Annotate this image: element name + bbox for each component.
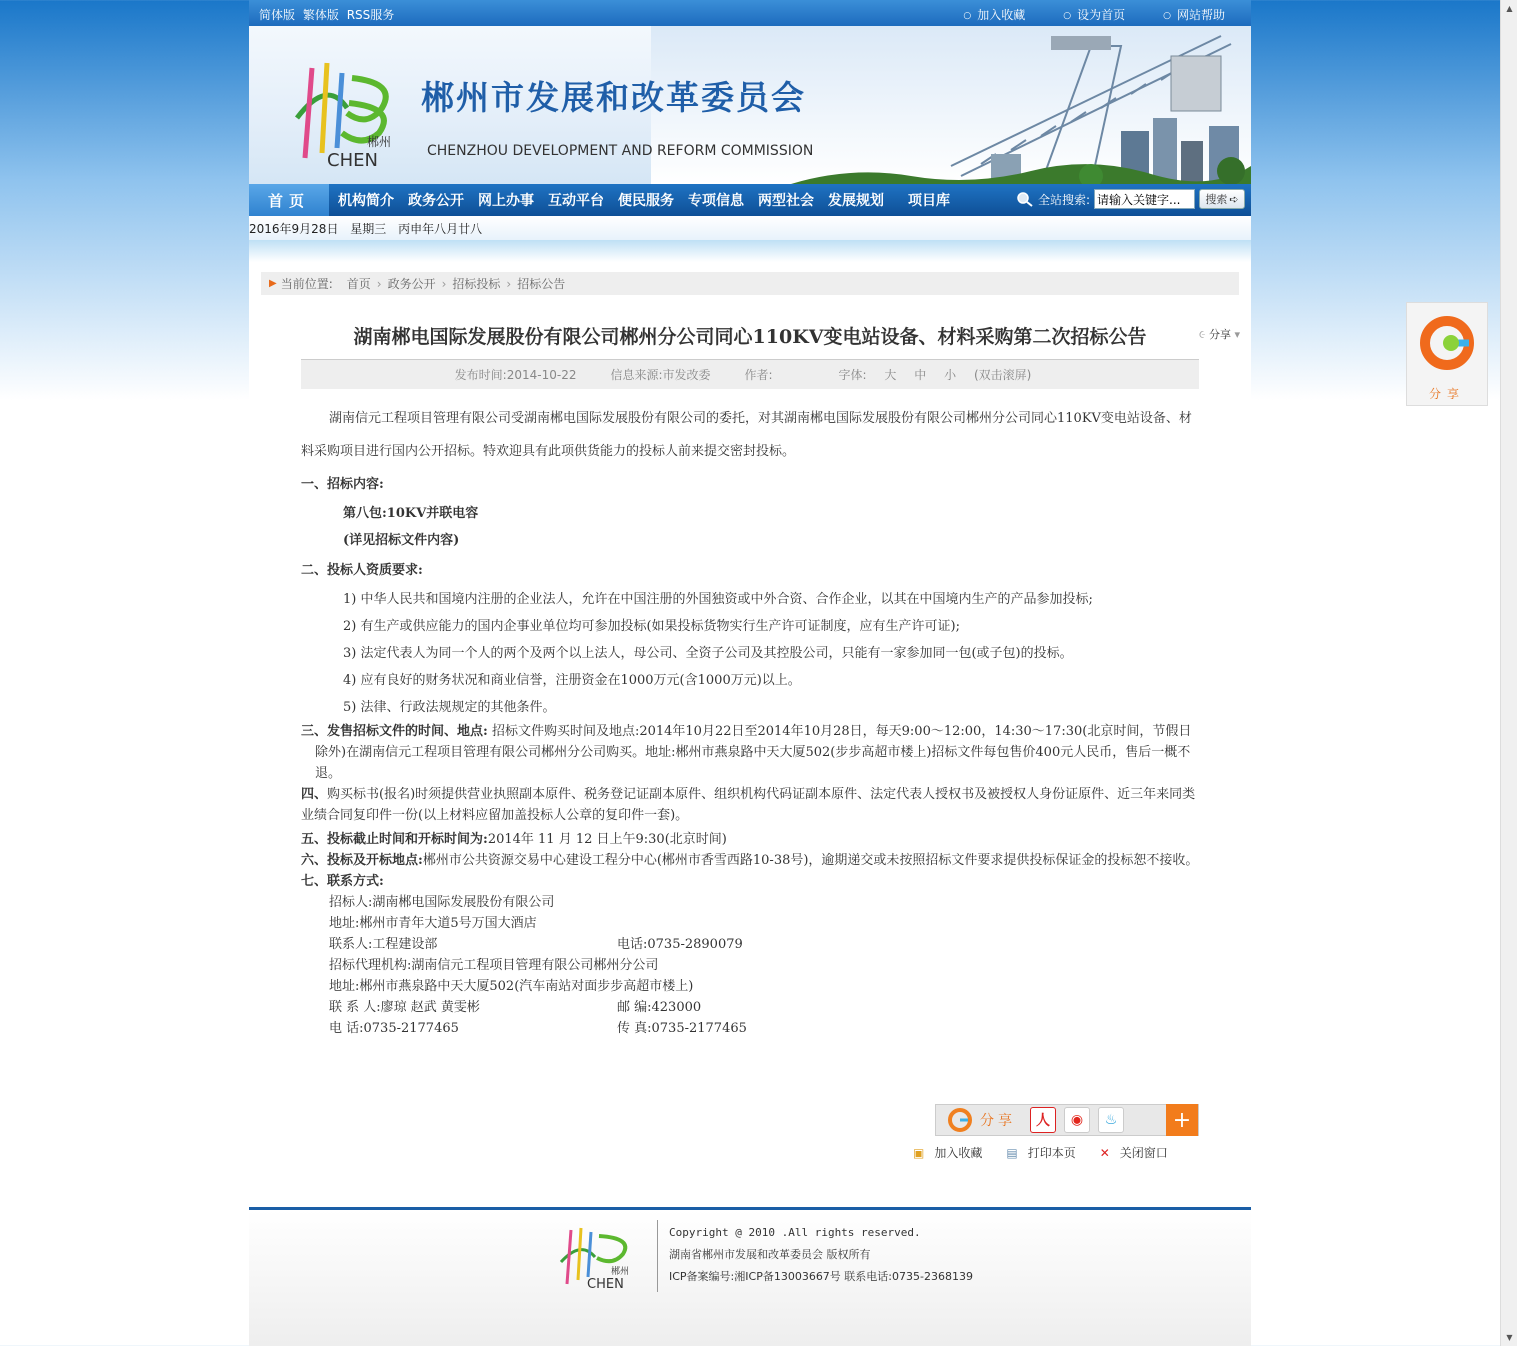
icp: ICP备案编号:湘ICP备13003667号 联系电话:0735-2368139 xyxy=(669,1270,973,1283)
article-title: 湖南郴电国际发展股份有限公司郴州分公司同心110KV变电站设备、材料采购第二次招标公告 xyxy=(353,326,1147,348)
scrollbar[interactable] xyxy=(1500,0,1517,1346)
nav-item-interact[interactable]: 互动平台 xyxy=(548,193,604,209)
svg-text:郴州: 郴州 xyxy=(367,135,392,149)
banner xyxy=(249,26,1251,184)
site-subtitle: CHENZHOU DEVELOPMENT AND REFORM COMMISSION xyxy=(427,143,814,159)
section-5: 五、投标截止时间和开标时间为:2014年 11 月 12 日上午9:30(北京时间) xyxy=(301,832,727,847)
section-heading: 一、招标内容: xyxy=(301,477,384,492)
weibo-icon[interactable]: ◉ xyxy=(1064,1107,1090,1133)
breadcrumb-home[interactable]: 首页 xyxy=(346,277,371,291)
requirement-item: 1) 中华人民共和国境内注册的企业法人，允许在中国注册的外国独资或中外合资、合作企业，以其在中国境内生产的产品参加投标; xyxy=(343,592,1093,607)
scroll-down-icon[interactable]: ▼ xyxy=(1506,1333,1513,1342)
renren-icon[interactable]: 人 xyxy=(1030,1107,1056,1133)
printer-icon: ▤ xyxy=(1006,1146,1018,1160)
breadcrumb: ▶ 当前位置: 首页 › 政务公开 › 招标投标 › 招标公告 xyxy=(261,272,1239,295)
nav-item-planning[interactable]: 发展规划 xyxy=(828,193,884,209)
rss-link[interactable]: RSS服务 xyxy=(346,8,395,22)
requirement-item: 5) 法律、行政法规规定的其他条件。 xyxy=(343,700,556,715)
article-tools xyxy=(913,1144,1168,1161)
nav-item-service[interactable]: 便民服务 xyxy=(618,193,674,209)
requirement-item: 4) 应有良好的财务状况和商业信誉，注册资金在1000万元(含1000万元)以上。 xyxy=(343,673,801,688)
chevron-right-icon: › xyxy=(376,276,382,291)
caret-down-icon: ▾ xyxy=(1234,328,1241,341)
nav-item-special[interactable]: 专项信息 xyxy=(688,193,744,209)
lunar-date: 丙申年八月廿八 xyxy=(398,222,483,236)
article-meta: 发布时间:2014-10-22 信息来源:市发改委 作者: 字体: 大 中 小 (双击滚屏) xyxy=(301,359,1199,389)
chevron-right-icon: › xyxy=(506,276,512,291)
nav-item-projects[interactable]: 项目库 xyxy=(908,193,950,209)
copyright: Copyright @ 2010 .All rights reserved. xyxy=(669,1226,921,1239)
footer-text xyxy=(669,1222,973,1288)
site-title: 郴州市发展和改革委员会 xyxy=(421,78,806,117)
nav-item-org[interactable]: 机构简介 xyxy=(338,193,394,209)
footer-chen-logo xyxy=(553,1222,639,1290)
search-icon xyxy=(1016,191,1034,207)
folder-icon: ▣ xyxy=(913,1146,925,1160)
set-homepage-link[interactable]: ○ 设为首页 xyxy=(1063,6,1125,23)
nav-item-society[interactable]: 两型社会 xyxy=(758,193,814,209)
share-logo-icon[interactable] xyxy=(946,1107,974,1133)
weekday: 星期三 xyxy=(350,222,387,236)
search-button[interactable]: 搜索 ➪ xyxy=(1199,189,1245,209)
breadcrumb-notice[interactable]: 招标公告 xyxy=(517,277,566,291)
title-share-button[interactable]: ૯ 分享 ▾ xyxy=(1199,328,1241,341)
section-heading: 二、投标人资质要求: xyxy=(301,563,423,578)
scroll-hint: (双击滚屏) xyxy=(973,368,1032,382)
requirement-item: 3) 法定代表人为同一个人的两个及两个以上法人，母公司、全资子公司及其控股公司，只能有一家参加同一包(或子包)的投标。 xyxy=(343,646,1073,661)
contact-block: 招标人:湖南郴电国际发展股份有限公司 地址:郴州市青年大道5号万国大酒店 联系人:工程建设部 电话:0735-2890079 招标代理机构:湖南信元工程项目管理有限公司郴州分公司 地址:郴州市燕泉路中天大厦502(汽车南站对面步步高超市楼上) 联 系 人:廖琼 赵武 黄雯彬 邮 编:423000 电 话:0735-2177465 传 真:0735-2177465 xyxy=(329,895,747,1036)
site-help-link[interactable]: ○ 网站帮助 xyxy=(1163,6,1225,23)
more-share-button[interactable]: + xyxy=(1166,1104,1198,1136)
arrow-right-icon: ➪ xyxy=(1229,192,1239,206)
article-body xyxy=(301,402,1199,1039)
share-label[interactable]: 分享 xyxy=(980,1113,1016,1129)
nav-item-online[interactable]: 网上办事 xyxy=(478,193,534,209)
current-date: 2016年9月28日 xyxy=(249,222,339,236)
search-label: 全站搜索: xyxy=(1037,192,1090,207)
requirement-item: 2) 有生产或供应能力的国内企事业单位均可参加投标(如果投标货物实行生产许可证制度，应有生产许可证); xyxy=(343,619,960,634)
add-favorite-button[interactable]: ▣ 加入收藏 xyxy=(913,1146,983,1160)
scroll-up-icon[interactable]: ▲ xyxy=(1506,4,1513,13)
floating-share-button[interactable]: 分享 xyxy=(1406,302,1488,406)
traditional-link[interactable]: 繁体版 xyxy=(302,8,339,22)
nav-item-gov[interactable]: 政务公开 xyxy=(408,193,464,209)
breadcrumb-gov[interactable]: 政务公开 xyxy=(387,277,436,291)
simplified-link[interactable]: 简体版 xyxy=(259,8,296,22)
date-bar xyxy=(249,216,1251,240)
main-nav xyxy=(249,184,1251,216)
share-icon: ૯ xyxy=(1199,328,1206,341)
font-large-link[interactable]: 大 xyxy=(884,368,897,382)
owner: 湖南省郴州市发展和改革委员会 版权所有 xyxy=(669,1248,871,1261)
top-bar xyxy=(249,0,1251,26)
package-note: (详见招标文件内容) xyxy=(343,533,460,548)
font-size-controls: 字体: 大 中 小 (双击滚屏) xyxy=(838,368,1032,382)
share-bar xyxy=(935,1104,1199,1136)
print-button[interactable]: ▤ 打印本页 xyxy=(1006,1146,1076,1160)
section-7: 七、联系方式: xyxy=(301,874,384,889)
share-logo-icon xyxy=(1417,311,1477,375)
package-line: 第八包:10KV并联电容 xyxy=(343,506,479,521)
font-medium-link[interactable]: 中 xyxy=(914,368,927,382)
nav-home[interactable]: 首页 xyxy=(249,184,329,216)
close-window-button[interactable]: ✕ 关闭窗口 xyxy=(1099,1146,1168,1160)
publish-date: 2014-10-22 xyxy=(506,368,577,382)
svg-text:CHEN: CHEN xyxy=(587,1277,624,1290)
add-favorite-link[interactable]: ○ 加入收藏 xyxy=(963,6,1025,23)
section-6: 六、投标及开标地点:郴州市公共资源交易中心建设工程分中心(郴州市香雪西路10-38号)，逾期递交或未按照招标文件要求提供投标保证金的投标恕不接收。 xyxy=(301,853,1199,868)
breadcrumb-bidding[interactable]: 招标投标 xyxy=(452,277,501,291)
svg-text:郴州: 郴州 xyxy=(611,1267,630,1277)
intro-paragraph: 湖南信元工程项目管理有限公司受湖南郴电国际发展股份有限公司的委托，对其湖南郴电国际发展股份有限公司郴州分公司同心110KV变电站设备、材料采购项目进行国内公开招标。特欢迎具有此项供货能力的投标人前来提交密封投标。 xyxy=(301,411,1192,459)
construction-crane-image xyxy=(791,26,1251,184)
site-search xyxy=(1016,189,1245,209)
breadcrumb-arrow-icon: ▶ xyxy=(269,278,277,289)
page xyxy=(249,0,1251,1346)
close-icon: ✕ xyxy=(1099,1146,1110,1160)
top-links xyxy=(963,6,1225,23)
version-links xyxy=(259,6,398,23)
chevron-right-icon: › xyxy=(441,276,447,291)
tencent-icon[interactable]: ♨ xyxy=(1098,1107,1124,1133)
chen-logo xyxy=(287,48,402,168)
source: 市发改委 xyxy=(662,368,711,382)
svg-text:CHEN: CHEN xyxy=(327,150,378,168)
author: 作者: xyxy=(744,368,773,382)
footer xyxy=(249,1207,1251,1346)
section-3: 三、发售招标文件的时间、地点: 招标文件购买时间及地点:2014年10月22日至2014年10月28日，每天9:00～12:00，14:30～17:30(北京时间，节假日除外)在湖南信元工程项目管理有限公司郴州分公司购买。地址:郴州市燕泉路中天大厦502(步步高超市楼上)招标文件每包售价400元人民币，售后一概不退。 xyxy=(301,724,1192,781)
search-input[interactable] xyxy=(1094,189,1195,209)
font-small-link[interactable]: 小 xyxy=(944,368,957,382)
section-4: 四、购买标书(报名)时须提供营业执照副本原件、税务登记证副本原件、组织机构代码证副本原件、法定代表人授权书及被授权人身份证原件、近三年来同类业绩合同复印件一份(以上材料应留加盖投标人公章的复印件一套)。 xyxy=(301,787,1196,823)
